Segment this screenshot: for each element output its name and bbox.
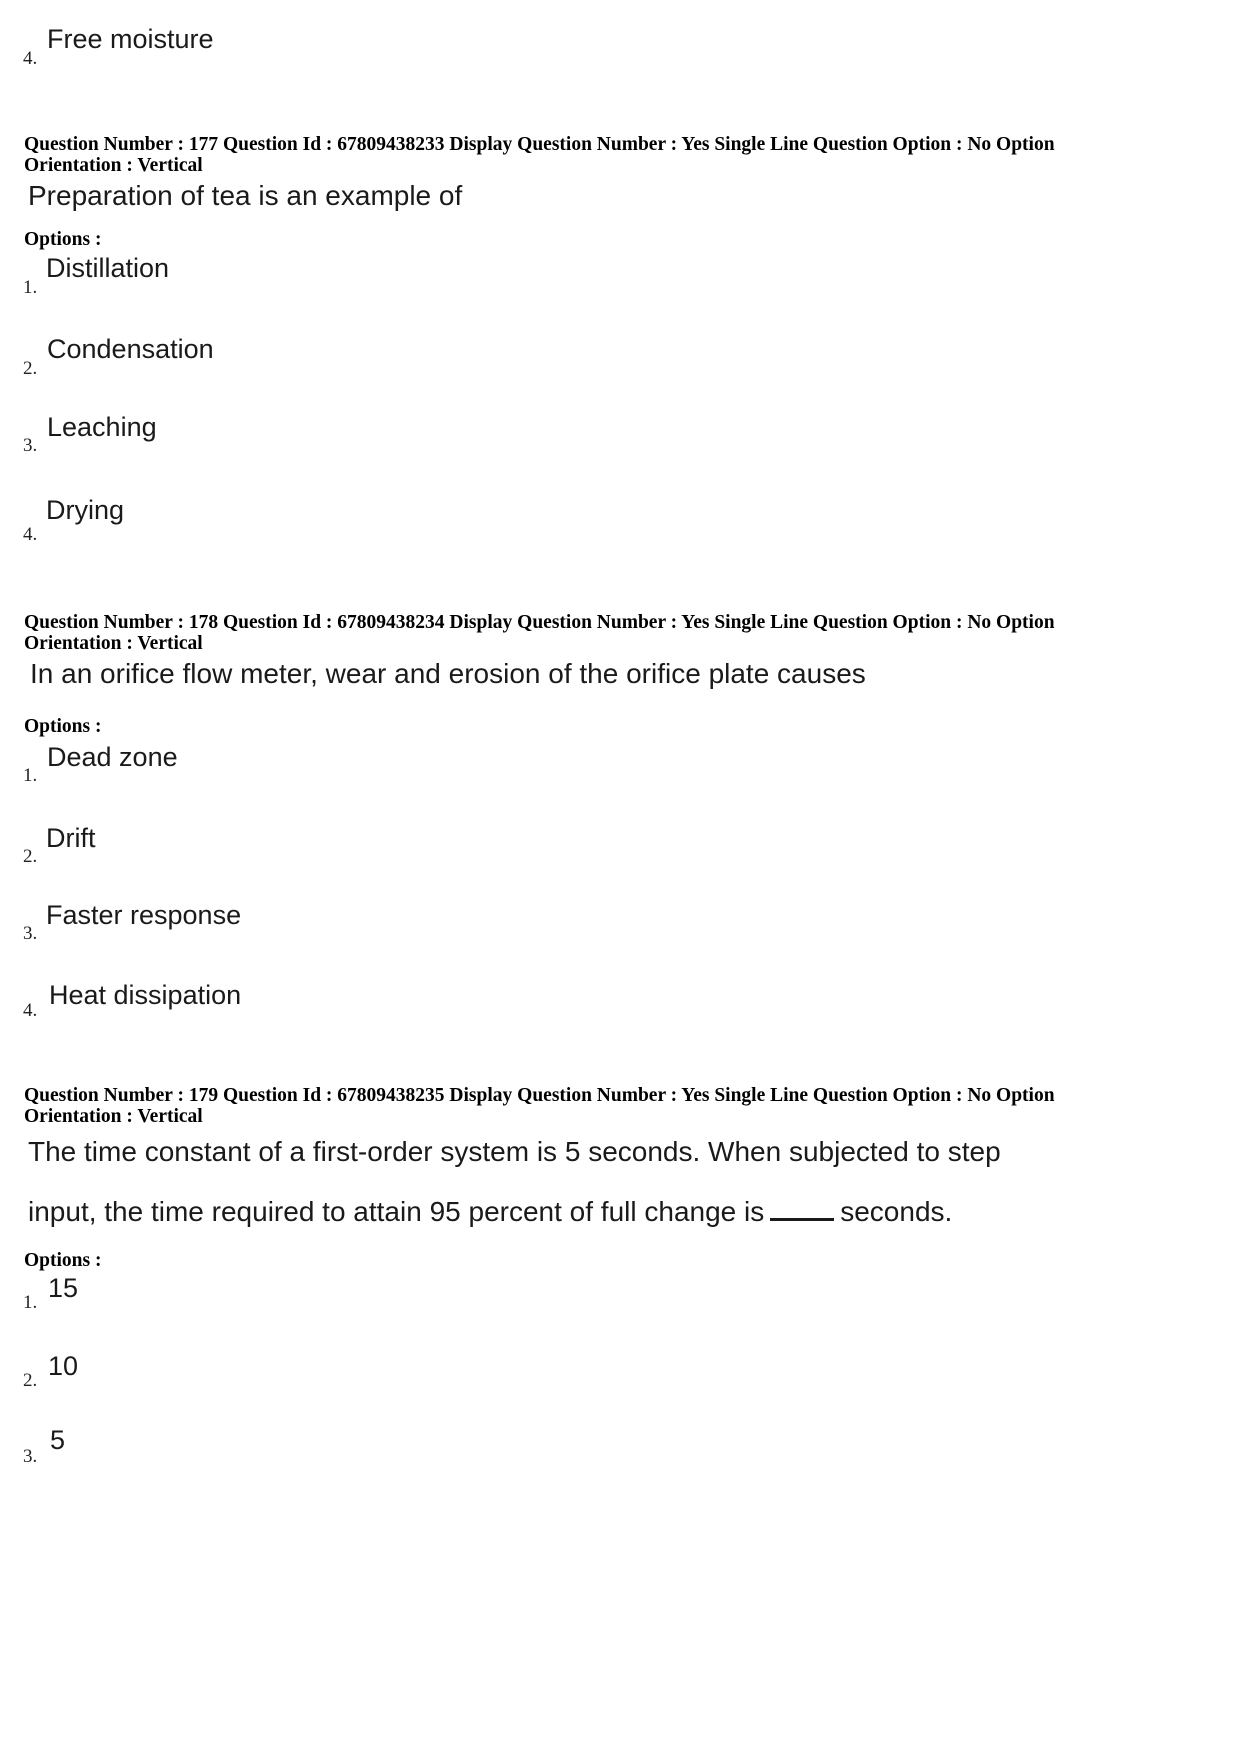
- question-meta-line1: Question Number : 179 Question Id : 67809438235 Display Question Number : Yes Single Line Question Option : No Option: [24, 1085, 1055, 1106]
- option-text: Faster response: [46, 900, 242, 930]
- question-meta-line1: Question Number : 178 Question Id : 67809438234 Display Question Number : Yes Single Line Question Option : No Option: [24, 612, 1055, 633]
- answer-blank: [770, 1218, 834, 1221]
- question-meta: [24, 1085, 1055, 1127]
- question-meta: [24, 612, 1055, 654]
- option-number: 1.: [23, 1292, 38, 1313]
- option-text: 5: [50, 1425, 66, 1455]
- option-text: Free moisture: [47, 24, 214, 54]
- option-text: Dead zone: [47, 742, 178, 772]
- option-text: Drying: [46, 495, 125, 525]
- option-number: 1.: [23, 277, 38, 298]
- question-text: Preparation of tea is an example of: [28, 180, 463, 211]
- option-text: Distillation: [46, 253, 170, 283]
- option-number: 3.: [23, 923, 38, 944]
- option-number: 2.: [23, 1370, 38, 1391]
- question-text-line1: The time constant of a first-order system is 5 seconds. When subjected to step: [28, 1136, 1001, 1167]
- option-number: 3.: [23, 435, 38, 456]
- option-text: Heat dissipation: [49, 980, 242, 1010]
- question-meta: [24, 134, 1055, 176]
- question-text-before-blank: input, the time required to attain 95 percent of full change is: [28, 1196, 765, 1227]
- question-text: In an orifice flow meter, wear and erosion of the orifice plate causes: [30, 658, 866, 689]
- option-text: 10: [48, 1351, 79, 1381]
- option-number: 4.: [23, 48, 38, 69]
- options-label: Options :: [24, 229, 102, 250]
- option-text: 15: [48, 1273, 79, 1303]
- option-number: 2.: [23, 358, 38, 379]
- option-number: 3.: [23, 1446, 38, 1467]
- question-meta-line2: Orientation : Vertical: [24, 155, 203, 176]
- question-text-line2: [28, 1196, 952, 1228]
- options-label: Options :: [24, 1250, 102, 1271]
- option-number: 4.: [23, 524, 38, 545]
- question-meta-line1: Question Number : 177 Question Id : 67809438233 Display Question Number : Yes Single Line Question Option : No Option: [24, 134, 1055, 155]
- question-meta-line2: Orientation : Vertical: [24, 633, 203, 654]
- question-text-after-blank: seconds.: [840, 1196, 953, 1227]
- option-number: 1.: [23, 765, 38, 786]
- option-text: Condensation: [47, 334, 214, 364]
- option-number: 2.: [23, 846, 38, 867]
- option-text: Leaching: [47, 412, 157, 442]
- options-label: Options :: [24, 716, 102, 737]
- option-text: Drift: [46, 823, 96, 853]
- option-number: 4.: [23, 1000, 38, 1021]
- question-meta-line2: Orientation : Vertical: [24, 1106, 203, 1127]
